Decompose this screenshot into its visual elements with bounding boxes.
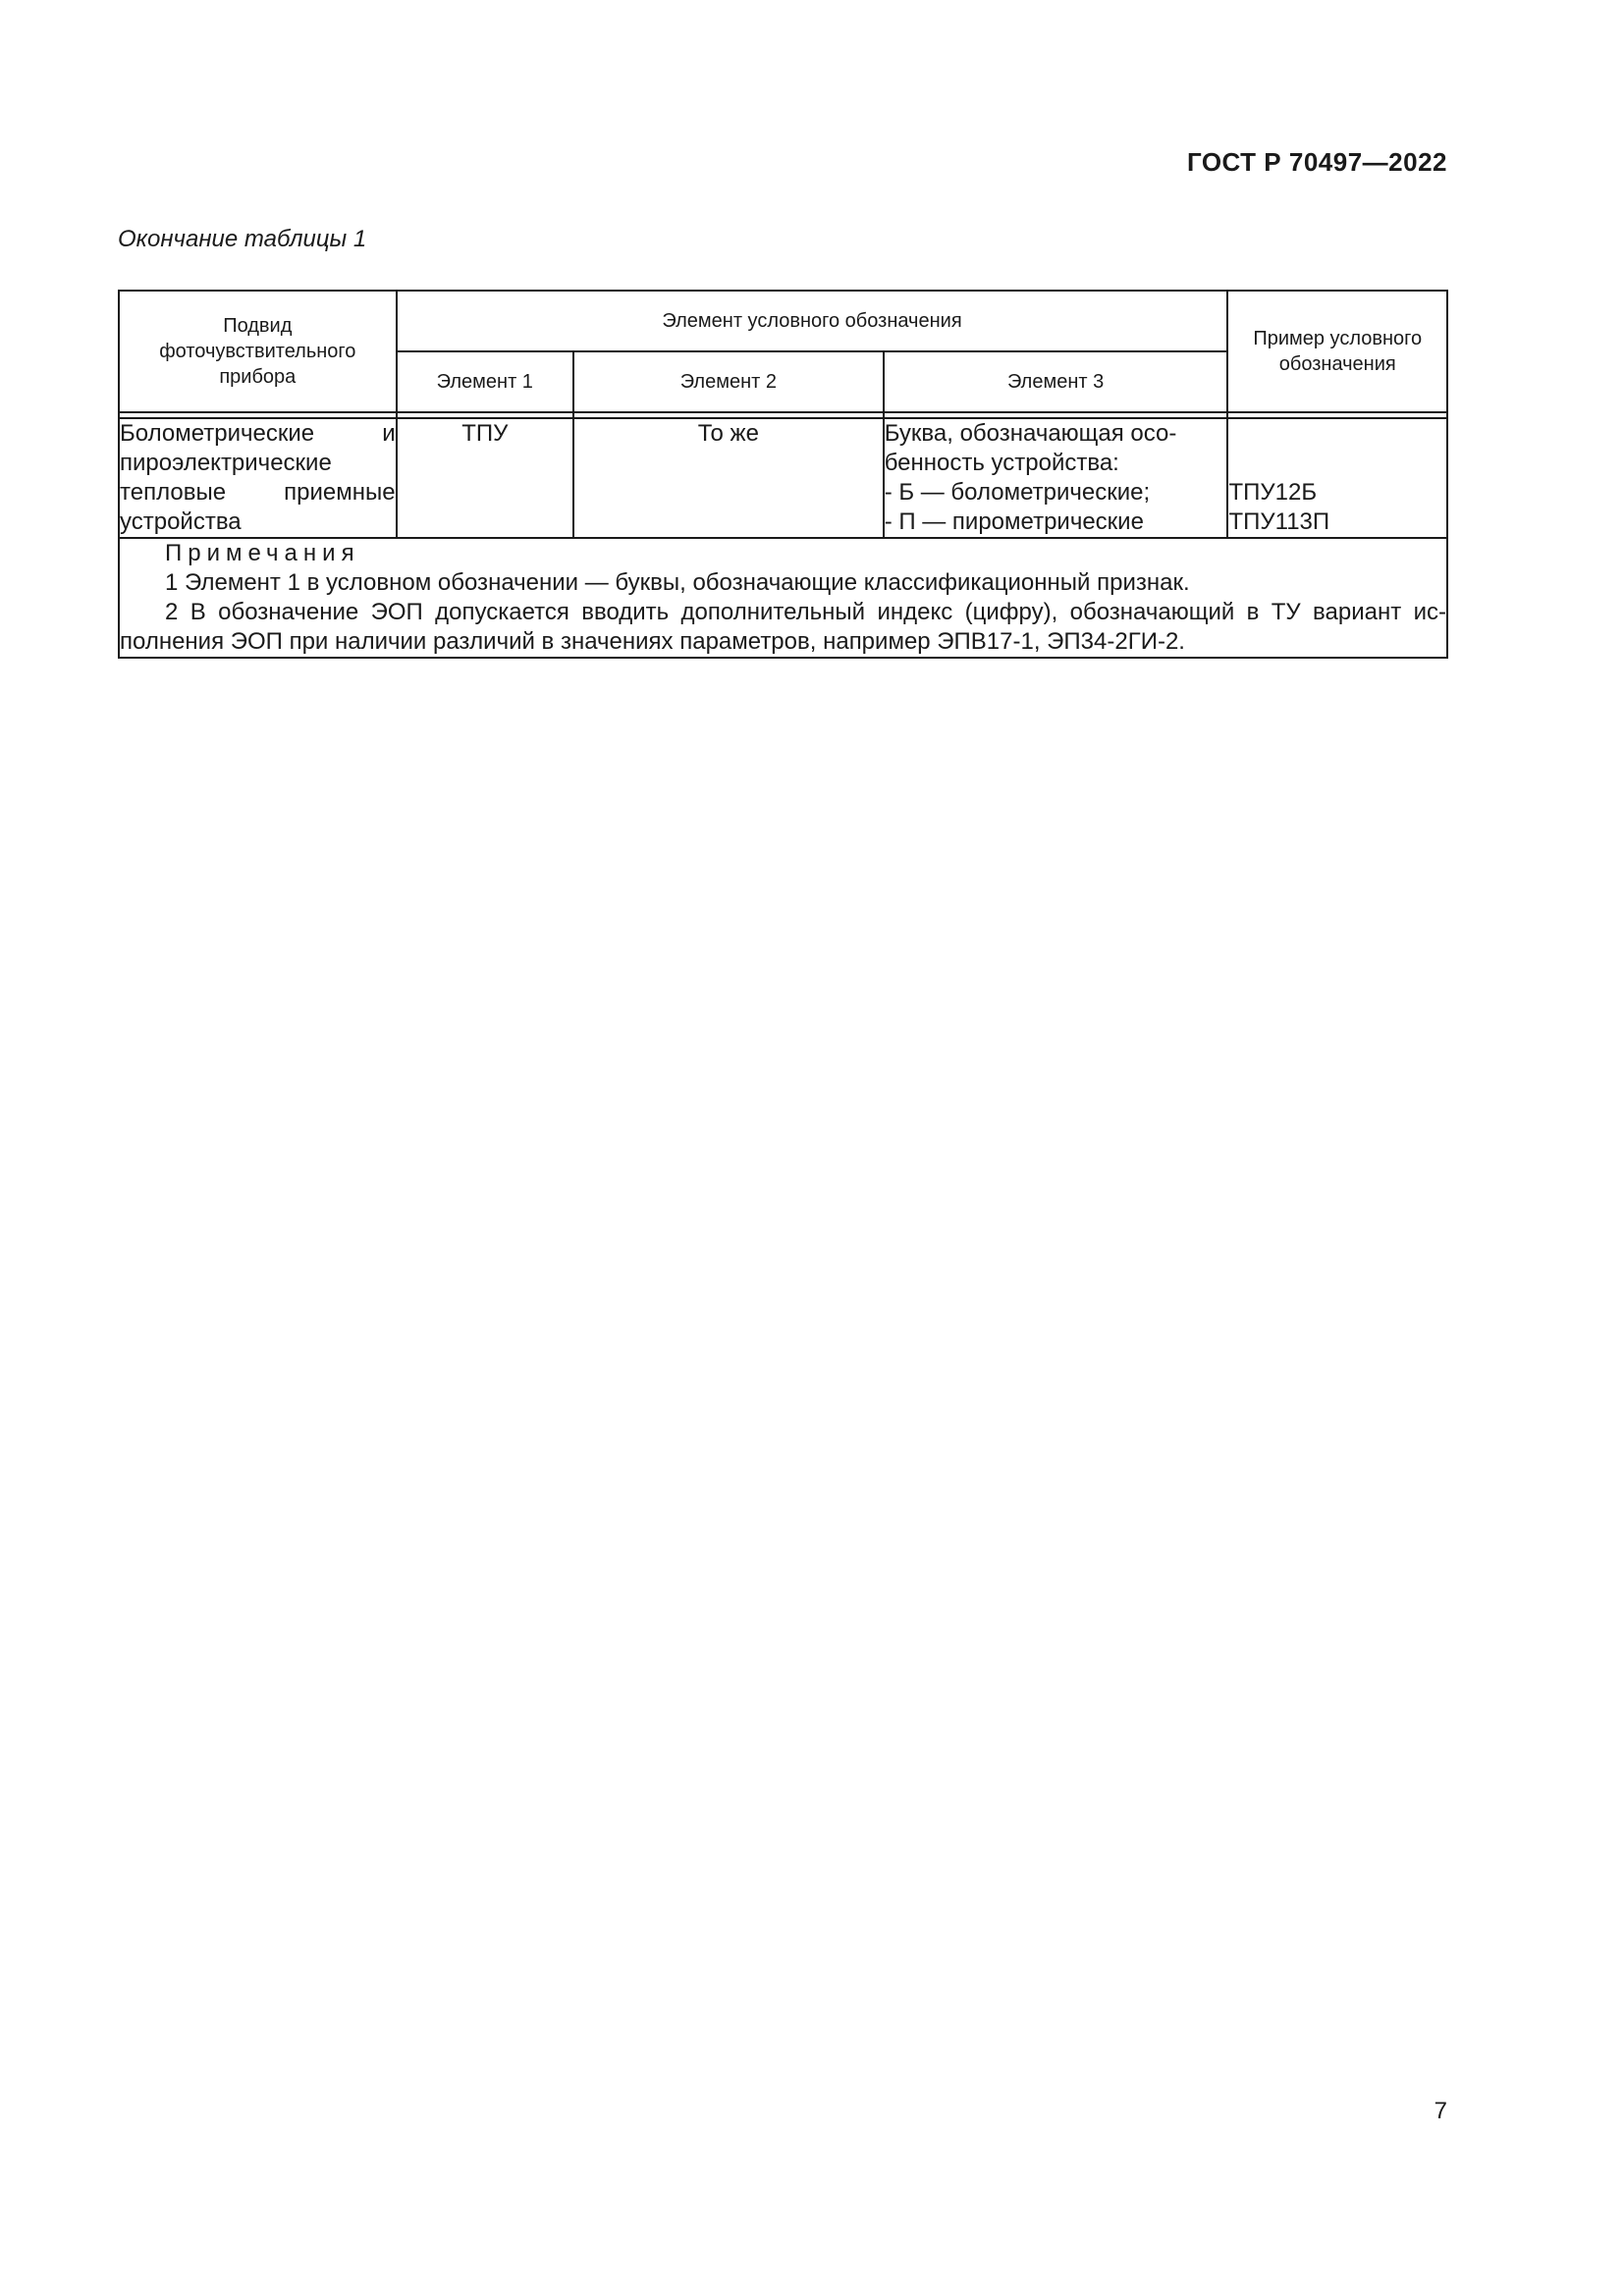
cell-subtype [119, 418, 397, 538]
subtype-line: устройства [120, 508, 242, 535]
note-1: 1 Элемент 1 в условном обозначении — буквы, обозначающие классификационный признак. [165, 569, 1190, 596]
element-3-line: бенность устройства: [884, 450, 1119, 476]
example-designation: ТПУ12Б [1228, 479, 1318, 506]
document-standard-code: ГОСТ Р 70497—2022 [1186, 147, 1447, 177]
header-element-3: Элемент 3 [884, 351, 1228, 412]
page-number: 7 [1434, 2098, 1447, 2124]
note-2: 2 В обозначение ЭОП допускается вводить дополнительный индекс (цифру), обозначающий в ТУ вариант ис-полнения ЭОП при наличии различий в значениях параметров, например ЭПВ17-1, ЭП34-2ГИ-2. [120, 599, 1446, 655]
element-3-line: - Б — болометрические; [884, 479, 1151, 506]
subtype-line: пироэлектрические [120, 450, 332, 476]
notes-cell [119, 538, 1447, 658]
cell-element-2: То же [573, 418, 884, 538]
example-designation: ТПУ113П [1228, 508, 1330, 535]
table-row [119, 418, 1447, 538]
notes-row [119, 538, 1447, 658]
header-example-text: Пример условного обозначения [1253, 328, 1423, 375]
element-3-line: Буква, обозначающая осо- [884, 420, 1177, 447]
header-subtype [119, 291, 397, 412]
cell-example [1227, 418, 1447, 538]
header-example [1227, 291, 1447, 412]
header-subtype-text: Подвид фоточувствительного прибора [159, 315, 356, 388]
subtype-line: Болометрические и [120, 420, 396, 447]
notes-title: Примечания [165, 540, 360, 566]
designation-table [118, 290, 1448, 659]
header-element-2: Элемент 2 [573, 351, 884, 412]
header-element-1: Элемент 1 [397, 351, 573, 412]
element-3-line: - П — пирометрические [884, 508, 1144, 535]
subtype-line: тепловые приемные [120, 479, 396, 506]
table-caption: Окончание таблицы 1 [118, 226, 367, 252]
header-element-group: Элемент условного обозначения [397, 291, 1228, 351]
cell-element-3 [884, 418, 1228, 538]
cell-element-1: ТПУ [397, 418, 573, 538]
